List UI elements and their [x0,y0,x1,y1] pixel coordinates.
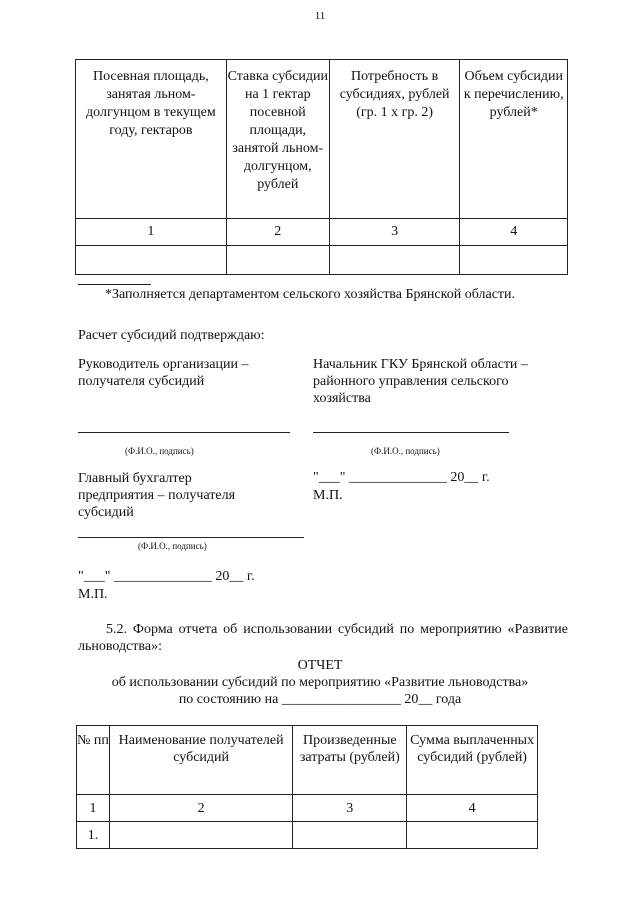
t1-num-2: 2 [226,219,329,246]
t2-num-2: 2 [109,795,292,822]
fio-sign-caption: (Ф.И.О., подпись) [125,446,194,456]
t1-num-3: 3 [329,219,460,246]
head-org-label: Руководитель организации – получателя субсидий [78,357,249,389]
stamp-label: М.П. [313,488,343,503]
head-gku-label: Начальник ГКУ Брянской области – районного управления сельского хозяйства [313,357,528,406]
fio-sign-caption: (Ф.И.О., подпись) [138,541,207,551]
fio-sign-caption: (Ф.И.О., подпись) [371,446,440,456]
t2-num-4: 4 [407,795,538,822]
t1-empty-cell [226,246,329,275]
date-line: "___" ______________ 20__ г. [313,470,490,485]
report-table [76,725,538,849]
t2-num-3: 3 [293,795,407,822]
t1-num-1: 1 [76,219,227,246]
date-line: "___" ______________ 20__ г. [78,569,255,584]
t2-header-2: Наименование получателей субсидий [109,726,292,795]
page-number: 11 [314,10,326,22]
t2-header-1: № пп [77,726,110,795]
t2-header-4: Сумма выплаченных субсидий (рублей) [407,726,538,795]
report-subtitle: об использовании субсидий по мероприятию «Развитие льноводства» [111,675,529,690]
t1-header-1: Посевная площадь, занятая льном-долгунцом в текущем году, гектаров [76,60,227,219]
t2-empty-cell [407,822,538,849]
t1-header-2: Ставка субсидии на 1 гектар посевной площади, занятой льном-долгунцом, рублей [226,60,329,219]
report-date: по состоянию на _________________ 20__ года [178,692,462,707]
signature-line [78,432,290,433]
footnote: *Заполняется департаментом сельского хозяйства Брянской области. [105,287,516,302]
signature-line [313,432,509,433]
t1-header-4: Объем субсидии к перечислению, рублей* [460,60,568,219]
subsidy-calc-table [75,59,568,275]
section-heading: 5.2. Форма отчета об использовании субсидий по мероприятию «Развитие льноводства»: [78,622,568,654]
signature-line [78,537,304,538]
t1-empty-cell [76,246,227,275]
t2-num-1: 1 [77,795,110,822]
t1-num-4: 4 [460,219,568,246]
report-title: ОТЧЕТ [297,658,343,673]
stamp-label: М.П. [78,587,108,602]
t2-header-3: Произведенные затраты (рублей) [293,726,407,795]
confirm-text: Расчет субсидий подтверждаю: [78,328,265,343]
t1-header-3: Потребность в субсидиях, рублей (гр. 1 х гр. 2) [329,60,460,219]
t1-empty-cell [460,246,568,275]
t2-empty-cell [109,822,292,849]
t1-empty-cell [329,246,460,275]
chief-accountant-label: Главный бухгалтер предприятия – получателя субсидий [78,471,236,520]
footnote-divider [78,284,151,285]
t2-empty-cell [293,822,407,849]
t2-row-number: 1. [77,822,110,849]
